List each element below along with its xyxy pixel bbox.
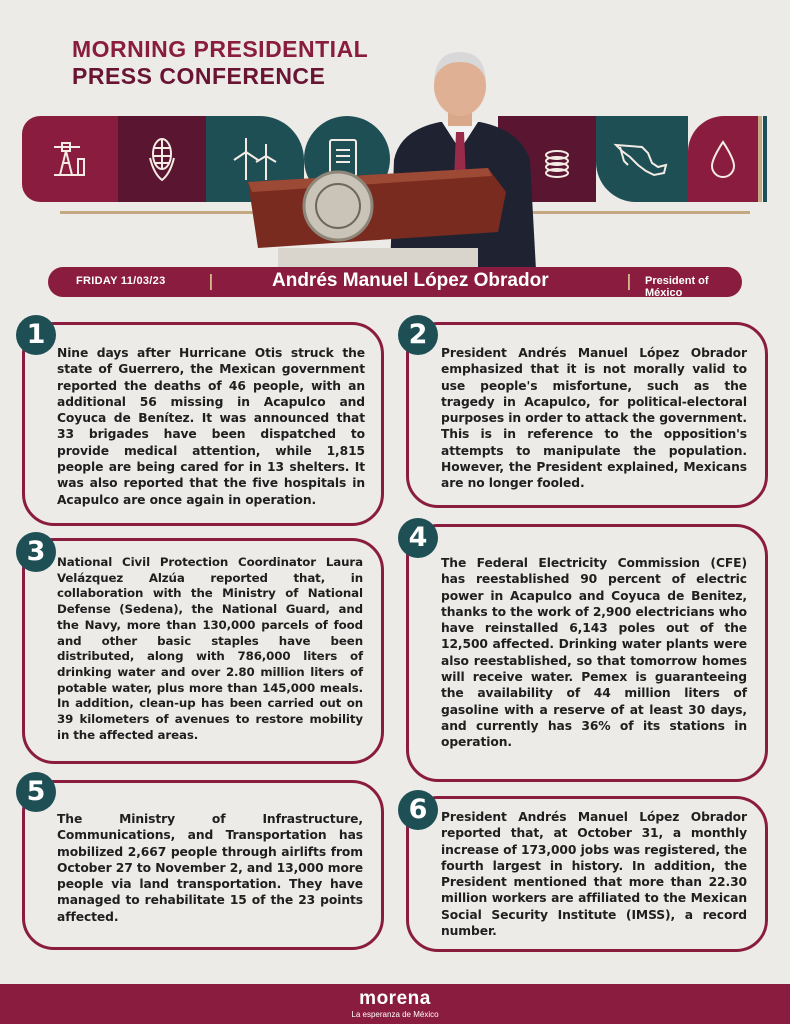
- number-badge: 4: [398, 518, 438, 558]
- mexico-map-icon: [612, 139, 672, 179]
- card-text: National Civil Protection Coordinator Laura Velázquez Alzúa reported that, in collaboration with the Ministry of National Defense (Sedena), the National Guard, and the Navy, more than 130,000 parcels of food and other basic staples have been distributed, along with 786,000 liters of drinking water and over 2.80 million liters of potable water, plus more than 145,000 meals. In addition, clean-up has been carried out on 39 kilometers of avenues to restore mobility in the affected areas.: [57, 555, 363, 742]
- news-card-5: [22, 780, 384, 950]
- title-line-2: PRESS CONFERENCE: [72, 63, 326, 89]
- tile-corn: [118, 116, 206, 202]
- speaker-namebar: [48, 267, 742, 297]
- tile-map: [596, 116, 688, 202]
- tile-stripe-teal: [763, 116, 767, 202]
- oil-pump-icon: [48, 137, 92, 181]
- news-card-3: [22, 538, 384, 764]
- tile-oil: [22, 116, 118, 202]
- card-text: President Andrés Manuel López Obrador reported that, at October 31, a monthly increase of 173,000 jobs was registered, the fourth largest in history. In addition, the President mentioned that more than 22.30 million workers are affiliated to the Mexican Social Security Institute (IMSS), a record number.: [441, 810, 747, 939]
- party-tagline: La esperanza de México: [351, 1010, 439, 1019]
- coins-icon: [537, 137, 581, 181]
- number-badge: 2: [398, 315, 438, 355]
- podium: [248, 152, 506, 270]
- tile-water: [688, 116, 758, 202]
- speaker-name: Andrés Manuel López Obrador: [272, 270, 549, 291]
- number-badge: 1: [16, 315, 56, 355]
- speaker-role: President of México: [645, 275, 709, 299]
- corn-icon: [142, 134, 182, 184]
- news-card-2: [406, 322, 768, 508]
- news-card-1: [22, 322, 384, 526]
- conference-date: FRIDAY 11/03/23: [76, 275, 166, 287]
- news-card-6: [406, 796, 768, 952]
- separator: |: [626, 271, 632, 290]
- page-title: [72, 36, 368, 90]
- number-badge: 6: [398, 790, 438, 830]
- card-text: President Andrés Manuel López Obrador emphasized that it is not morally valid to use people's misfortune, such as the tragedy in Acapulco, for political-electoral purposes in order to attack the government. This is in reference to the opposition's attempts to manipulate the population. However, the President explained, Mexicans are no longer fooled.: [441, 346, 747, 491]
- title-line-1: MORNING PRESIDENTIAL: [72, 36, 369, 62]
- mexico-seal-icon: [304, 172, 372, 240]
- party-logo: morena: [359, 988, 431, 1009]
- card-text: Nine days after Hurricane Otis struck the state of Guerrero, the Mexican government reported the deaths of 46 people, with an additional 56 missing in Acapulco and Coyuca de Benítez. It was announced that 33 brigades have been dispatched to provide medical attention, while 1,815 people are being cared for in 13 shelters. It was also reported that the five hospitals in Acapulco are once again in operation.: [57, 346, 365, 507]
- water-drop-icon: [708, 138, 738, 180]
- news-card-4: [406, 524, 768, 782]
- separator: |: [208, 271, 214, 290]
- footer: [0, 984, 790, 1024]
- card-text: The Federal Electricity Commission (CFE) has reestablished 90 percent of electric power in Acapulco and Coyuca de Benitez, thanks to the work of 2,900 electricians who have reinstalled 6,143 poles out of the 12,500 affected. Drinking water plants were also reestablished, so that tomorrow homes will receive water. Pemex is guaranteeing the availability of 44 million liters of gasoline with a reserve of at least 30 days, and currently has 36% of its stations in operation.: [441, 556, 747, 750]
- card-text: The Ministry of Infrastructure, Communications, and Transportation has mobilized 2,667 people through airlifts from October 27 to November 2, and 13,000 more people via land transportation. They have managed to rehabilitate 15 of the 23 points affected.: [57, 812, 363, 924]
- tile-stripe-gold: [758, 116, 762, 202]
- number-badge: 3: [16, 532, 56, 572]
- number-badge: 5: [16, 772, 56, 812]
